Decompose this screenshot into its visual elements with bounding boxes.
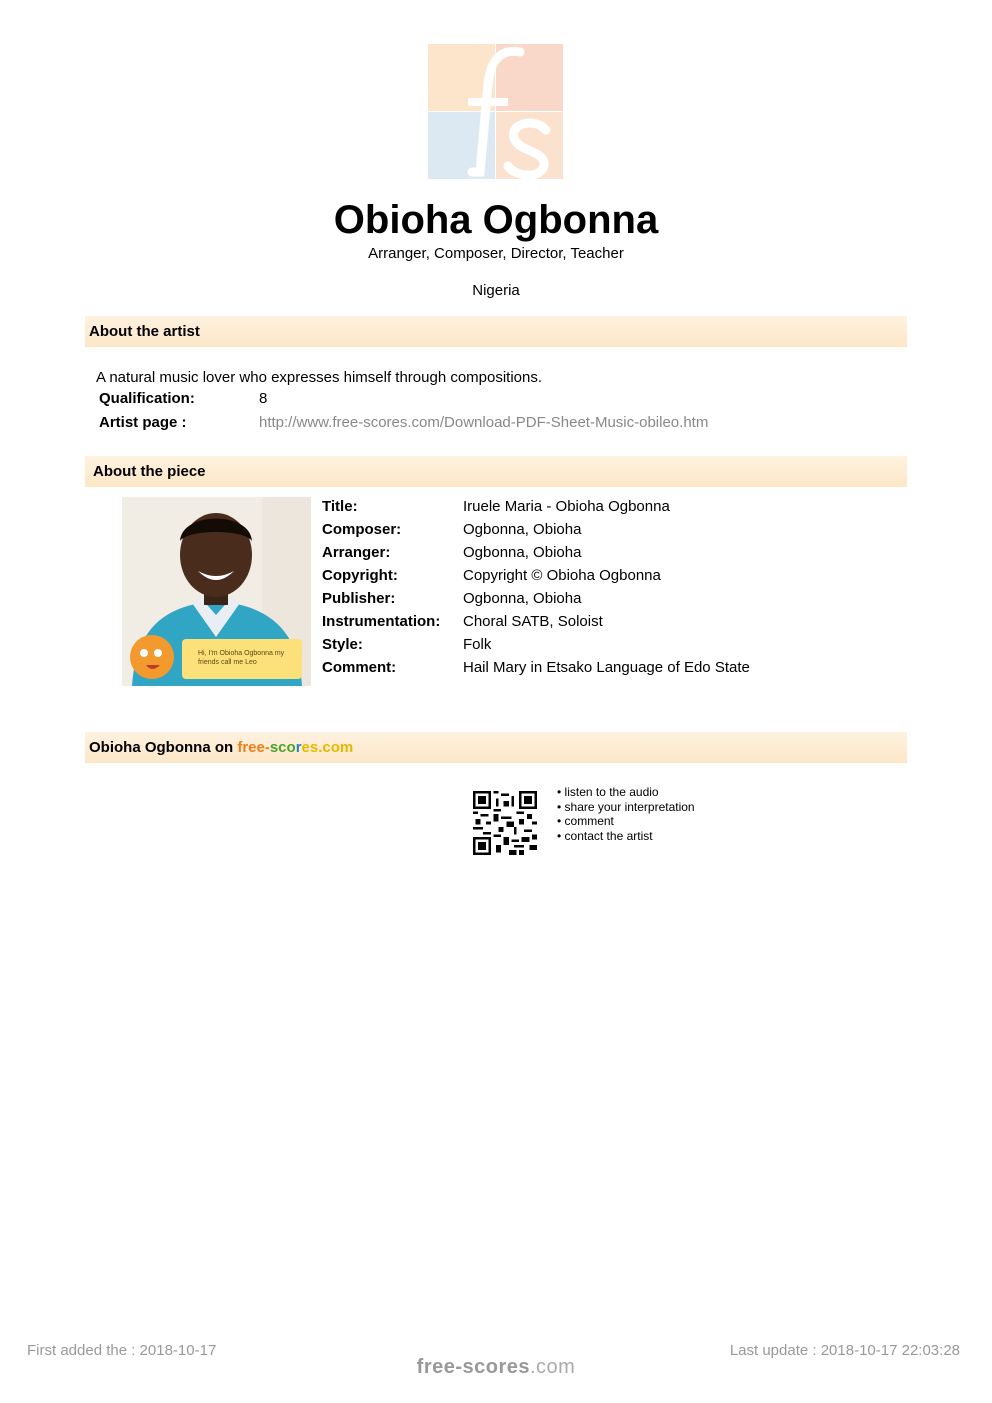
first-added-date: First added the : 2018-10-17 (27, 1342, 217, 1359)
piece-field-arranger (322, 543, 882, 563)
site-name-link[interactable] (237, 739, 353, 756)
photo-caption: Hi, I'm Obioha Ogbonna my friends call me Leo (198, 650, 285, 666)
qualification-value: 8 (259, 390, 268, 407)
qualification-label: Qualification: (99, 390, 195, 407)
site-name-part: r (295, 739, 302, 756)
qualification-row (99, 389, 799, 409)
feature-list (557, 785, 695, 843)
feature-item: • share your interpretation (557, 799, 695, 814)
field-value: Ogbonna, Obioha (463, 521, 582, 538)
site-name-part: es.com (301, 739, 354, 756)
field-value: Iruele Maria - Obioha Ogbonna (463, 498, 670, 515)
footer-brand (0, 1356, 992, 1379)
about-piece-heading: About the piece (85, 456, 907, 487)
field-value: Ogbonna, Obioha (463, 544, 582, 561)
artist-photo (122, 497, 311, 686)
field-value: Hail Mary in Etsako Language of Edo State (463, 659, 750, 676)
piece-field-instrumentation (322, 612, 882, 632)
artist-page-row (99, 413, 799, 433)
site-heading-prefix: Obioha Ogbonna on (89, 739, 238, 756)
artist-page-label: Artist page : (99, 414, 187, 431)
artist-bio: A natural music lover who expresses himself through compositions. (96, 369, 543, 386)
field-label: Instrumentation: (322, 613, 441, 630)
field-label: Publisher: (322, 590, 396, 607)
field-label: Copyright: (322, 567, 398, 584)
field-value: Folk (463, 636, 492, 653)
qr-code-icon[interactable] (473, 791, 537, 855)
field-label: Composer: (322, 521, 402, 538)
piece-field-publisher (322, 589, 882, 609)
site-section-heading (85, 732, 907, 763)
field-value: Choral SATB, Soloist (463, 613, 603, 630)
footer-brand-main: free-scores (416, 1356, 530, 1378)
piece-field-composer (322, 520, 882, 540)
feature-item: • comment (557, 814, 614, 828)
site-name-part: sco (269, 739, 296, 756)
free-scores-logo-icon (428, 44, 563, 179)
field-label: Arranger: (322, 544, 391, 561)
artist-page-link[interactable]: http://www.free-scores.com/Download-PDF-Sheet-Music-obileo.htm (259, 414, 709, 431)
field-value: Ogbonna, Obioha (463, 590, 582, 607)
last-update-date: Last update : 2018-10-17 22:03:28 (729, 1342, 960, 1359)
artist-name: Obioha Ogbonna (333, 198, 659, 242)
artist-roles: Arranger, Composer, Director, Teacher (368, 245, 624, 262)
field-label: Comment: (322, 659, 397, 676)
piece-field-copyright (322, 566, 882, 586)
field-label: Title: (322, 498, 358, 515)
site-name-part: free- (237, 739, 270, 756)
field-value: Copyright © Obioha Ogbonna (463, 567, 661, 584)
piece-field-style (322, 635, 882, 655)
artist-country: Nigeria (472, 282, 520, 299)
field-label: Style: (322, 636, 363, 653)
feature-item: • listen to the audio (557, 785, 659, 799)
footer-brand-suffix: .com (530, 1356, 576, 1378)
piece-field-comment (322, 658, 882, 678)
feature-item: • contact the artist (557, 828, 653, 843)
about-artist-heading: About the artist (85, 316, 907, 347)
piece-field-title (322, 497, 882, 517)
